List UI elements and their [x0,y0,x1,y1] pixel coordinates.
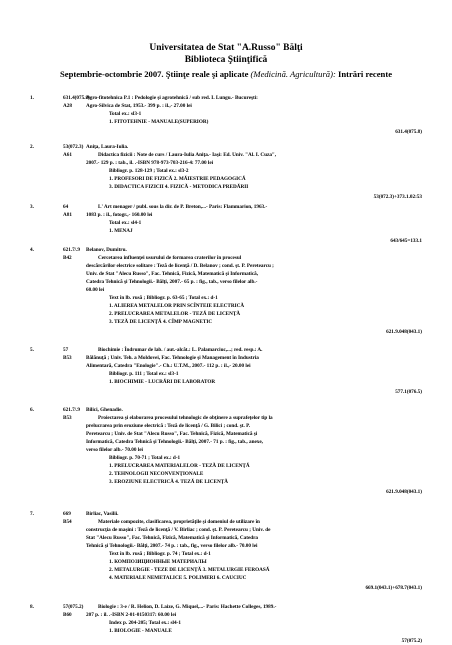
entry-line: L' Art menager / publ. sous la dir. de P. Breton,...- Paris: Flammarion, 1963.- [98,204,268,210]
entry-shelfmark: A81 [63,212,72,218]
entry-line: 1. ALIEREA METALELOR PRIN SCÎNTEIE ELECTRICĂ [109,303,245,309]
entry-line: 60.00 lei [86,287,105,293]
entry-line: 1. PROFESORI DE FIZICĂ 2. MĂIESTRIE PEDAGOGICĂ [109,176,246,182]
entry-line: 3. EROZIUNE ELECTRICĂ 4. TEZĂ DE LICENŢĂ [109,479,228,485]
entry-line: verso filelor alb.- 70.00 lei [86,447,143,453]
entry-line: Aniţa, Laura-Iulia. [86,144,129,150]
entry-line: Bibliogr. p. 128-129 ; Total ex.: sl3-2 [109,168,189,174]
entry-line: Informatică, Catedra Tehnică şi Tehnologii.- Bălţi, 2007.- 71 p. : fig., tab., anexe, [86,439,263,445]
section-label: Intrări recente [338,69,393,79]
entry-classification: 631.4(075.8) [63,95,90,101]
entry-line: 1. КОМПОЗИЦИОННЫЕ МАТЕРИАЛЫ [109,559,207,565]
entry-line: Bălănuţă ; Univ. Teh. a Moldovei, Fac. Tehnologie şi Management în Industria [86,355,259,361]
entry-line: 1. BIOCHIMIE - LUCRĂRI DE LABORATOR [109,379,216,385]
entry-code: 53(072.3)+373.1.02:53 [373,194,422,200]
entry-code: 621.9.048(043.1) [386,489,422,495]
entry-line: 207 p. : il. .-ISBN 2-01-0150317: 60.00 lei [86,612,177,618]
entry-classification: 53(072.3) [63,144,84,150]
entry-description [86,94,424,126]
entry-shelfmark: B53 [63,415,72,421]
university-title: Universitatea de Stat "A.Russo" Bălţi [149,43,303,53]
entry-line: Total ex.: sl4-1 [109,220,142,226]
entry-description [86,203,424,235]
period-heading [0,69,452,79]
entry-code: 643/645=133.1 [390,238,422,244]
entry-line: 1. FITOTEHNIE - MANUALE(SUPERIOR) [109,119,209,125]
entry-line: Agro-fitotehnica P.1 : Pedologie şi agrotehnică / sub red. I. Lungu.- Bucureşti: [86,95,258,101]
entry-number: 2. [30,144,34,150]
entry-line: 2. METALURGIE - TEZE DE LICENŢĂ 3. METALURGIE FEROASĂ [109,567,270,573]
entry-shelfmark: B60 [63,612,72,618]
entry-shelfmark: B54 [63,519,72,525]
entry-classification: 64 [63,204,69,210]
entry-line: 2. PRELUCRAREA METALELOR - TEZĂ DE LICENŢĂ [109,311,241,317]
entry-classification: 669 [63,511,71,517]
entry-line: Materiale compozite, clasificarea, proprietăţile şi domeniul de utilizare în [98,519,260,525]
entry-line: Catedra Tehnică şi Tehnologii.- Bălţi, 2007.- 65 p. : fig., tab., verso filelor alb.- [86,279,258,285]
entry-number: 8. [30,604,34,610]
entry-line: Didactica fizicii : Note de curs / Laura-Iulia Aniţa.- Iaşi: Ed. Univ. "Al. I. Cuza", [98,152,277,158]
entry-description [86,603,424,635]
entry-line: Biologie : 3-e / R. Helion, D. Laize, G. Miquel,...- Paris: Hachette Colleges, 1989.- [98,604,277,610]
entry-line: Bibliogr. p. 111 ; Total ex.: sl3-1 [109,371,179,377]
entry-line: Alimentară, Catedra "Enologie".- Ch.: U.T.M., 2007.- 112 p. : il.,- 20.00 lei [86,363,251,369]
entry-line: Tehnică şi Tehnologii.- Bălţi, 2007.- 74 p. : tab., fig., verso filelor alb.- 70.00 lei [86,543,258,549]
entry-description [86,346,424,386]
entry-shelfmark: B53 [63,355,72,361]
entry-line: Total ex.: sl3-1 [109,111,142,117]
entry-classification: 621.7/.9 [63,407,81,413]
entry-description [86,510,424,582]
entry-line: Agro-Silvica de Stat, 1953.- 399 p. : il.,- 27.00 lei [86,103,192,109]
period: Septembrie-octombrie 2007. [59,69,164,79]
entry-line: Belanov, Dumitru. [86,247,127,253]
entry-code: 669.1(043.1)+678.7(043.1) [365,585,422,591]
entry-line: 1083 p. : il., fotogr.,- 160.00 lei [86,212,153,218]
entry-line: 3. TEZĂ DE LICENŢĂ 4. CÎMP MAGNETIC [109,319,213,325]
entry-line: Proiectarea şi elaborarea procesului tehnologic de obţinere a suprafeţelor tip la [98,415,273,421]
entry-line: 2. TEHNOLOGII NECONVENŢIONALE [109,471,204,477]
entry-description [86,143,424,191]
entry-line: Bilici, Ghenadie. [86,407,123,413]
entry-number: 1. [30,95,34,101]
entry-code: 621.9.048(043.1) [386,329,422,335]
entry-classification: 57(075.2) [63,604,84,610]
entry-line: Text în lb. rusă ; Bibliogr. p. 74 ; Total ex.: d-1 [109,551,211,557]
entry-code: 577.1(076.5) [395,389,422,395]
entry-line: descărcărilor electrice solitare : Teză de licenţă / D. Belanov ; cond. şt. P. Peretearcu ; [86,263,274,269]
entry-line: 4. MATERIALE NEMETALICE 5. POLIMERI 6. CAUCIUC [109,575,247,581]
entry-line: Biochimie : Îndrumar de lab. / aut.-alcăt.: L. Palamarciuc,...; red. resp.: A. [98,347,263,353]
entry-line: Bibliogr. p. 70-71 ; Total ex.: d-1 [109,455,181,461]
entry-line: Univ. de Stat "Alecu Russo", Fac. Tehnică, Fizică, Matematică şi Informatică, [86,271,259,277]
subject: Ştiinţe reale şi aplicate [165,69,249,79]
entry-classification: 621.7/.9 [63,247,81,253]
entry-description [86,246,424,326]
entry-code: 631.4(075.8) [395,129,422,135]
entry-shelfmark: B42 [63,255,72,261]
entry-line: Cercetarea influenţei usurului de formarea craterilor în procesul [98,255,242,261]
entry-shelfmark: A28 [63,103,72,109]
entry-number: 4. [30,247,34,253]
entry-code: 57(075.2) [401,638,422,644]
entry-number: 7. [30,511,34,517]
entry-line: Text în lb. rusă ; Bibliogr. p. 63-65 ; Total ex.: d-1 [109,295,218,301]
entry-line: 1. MENAJ [109,228,133,234]
entry-line: 2007.- 129 p. : tab., il. .-ISBN 978-973-703-216-4: 77.00 lei [86,160,214,166]
entry-line: Stat "Alecu Russo", Fac. Tehnică, Fizică, Matematică şi Informatică, Catedra [86,535,259,541]
entry-classification: 57 [63,347,69,353]
entry-line: 1. PRELUCRAREA MATERIALELOR - TEZĂ DE LICENŢĂ [109,463,250,469]
entry-line: Birliac, Vasilii. [86,511,119,517]
entry-line: 1. BIOLOGIE - MANUALE [109,628,172,634]
entry-number: 6. [30,407,34,413]
entry-number: 5. [30,347,34,353]
library-title: Biblioteca Ştiinţifică [184,55,268,65]
entry-shelfmark: A61 [63,152,72,158]
entry-description [86,406,424,486]
entry-line: Peretearcu ; Univ. de Stat "Alecu Russo", Fac. Tehnică, Fizică, Matematică şi [86,431,258,437]
entry-line: 3. DIDACTICA FIZICII 4. FIZICĂ - METODICA PREDĂRII [109,184,249,190]
entry-line: prelucrarea prin eroziune electrică : Teză de licenţă / G. Bilici ; cond. şt. P. [86,423,251,429]
entry-line: Index p. 204-205; Total ex.: sl4-1 [109,620,181,626]
entry-line: construcţia de maşini : Teză de licenţă / V. Birliac ; cond. şt. P. Peretearcu ; Univ. de [86,527,271,533]
entry-number: 3. [30,204,34,210]
subject-detail: (Medicină. Agricultură): [250,69,336,79]
